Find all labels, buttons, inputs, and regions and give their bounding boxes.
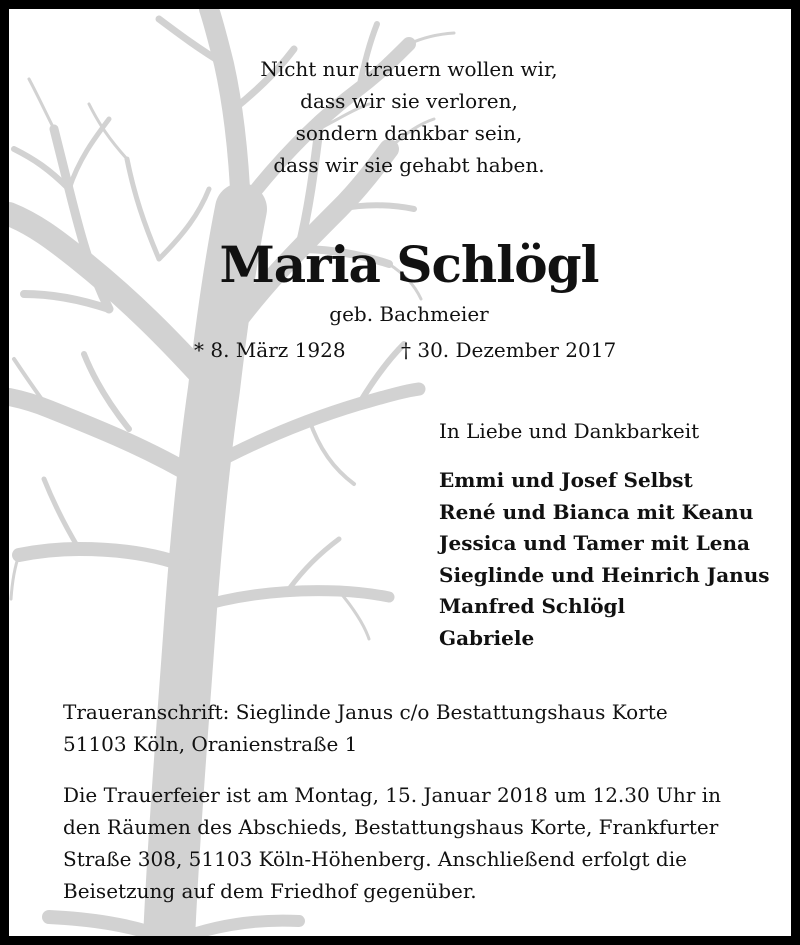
poem-line: sondern dankbar sein, bbox=[295, 121, 523, 145]
birth-date: * 8. März 1928 bbox=[194, 338, 346, 362]
mourner-name: Manfred Schlögl bbox=[439, 594, 626, 618]
poem-line: dass wir sie gehabt haben. bbox=[273, 153, 545, 177]
poem-line: Nicht nur trauern wollen wir, bbox=[260, 57, 558, 81]
poem-line: dass wir sie verloren, bbox=[300, 89, 518, 113]
death-date: † 30. Dezember 2017 bbox=[401, 338, 617, 362]
ceremony-line: Die Trauerfeier ist am Montag, 15. Januar 2018 um 12.30 Uhr in bbox=[63, 783, 722, 807]
mourner-name: Jessica und Tamer mit Lena bbox=[439, 531, 750, 555]
funeral-ceremony-info bbox=[63, 779, 721, 907]
address-line: Traueranschrift: Sieglinde Janus c/o Bestattungshaus Korte bbox=[63, 700, 668, 724]
ceremony-line: Straße 308, 51103 Köln-Höhenberg. Anschließend erfolgt die bbox=[63, 847, 687, 871]
ceremony-line: den Räumen des Abschieds, Bestattungshaus Korte, Frankfurter bbox=[63, 815, 719, 839]
mourner-name: Emmi und Josef Selbst bbox=[439, 468, 693, 492]
maiden-name: geb. Bachmeier bbox=[329, 302, 489, 326]
mourner-name: Gabriele bbox=[439, 625, 535, 650]
ceremony-line: Beisetzung auf dem Friedhof gegenüber. bbox=[63, 879, 477, 903]
mourners-intro: In Liebe und Dankbarkeit bbox=[439, 419, 700, 443]
mourner-name: Sieglinde und Heinrich Janus bbox=[439, 562, 770, 587]
memorial-poem bbox=[9, 53, 800, 181]
deceased-name: Maria Schlögl bbox=[219, 235, 599, 294]
mourners-list bbox=[439, 465, 770, 654]
address-line: 51103 Köln, Oranienstraße 1 bbox=[63, 731, 358, 756]
mourner-name: René und Bianca mit Keanu bbox=[439, 499, 754, 524]
mourning-address bbox=[63, 697, 668, 760]
